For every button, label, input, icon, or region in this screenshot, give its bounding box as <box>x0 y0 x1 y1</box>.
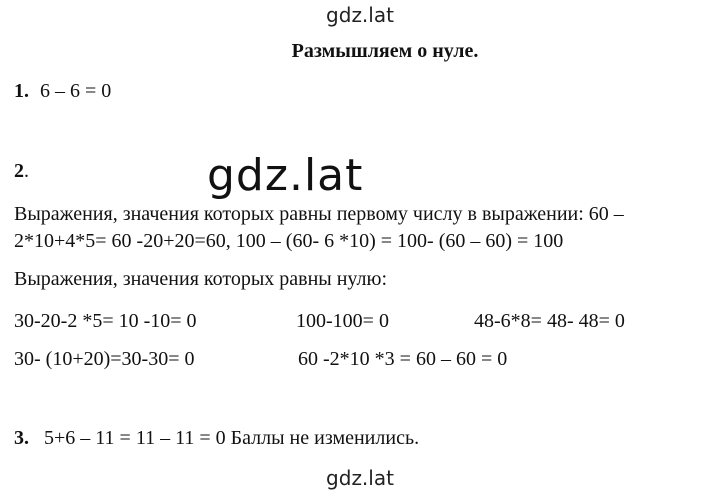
task-3-number: 3. <box>14 427 29 449</box>
task-3 <box>14 427 419 450</box>
task-2-line-2: 2*10+4*5= 60 -20+20=60, 100 – (60- 6 *10) = 100- (60 – 60) = 100 <box>14 230 564 252</box>
task-2-line-1: Выражения, значения которых равны первому числу в выражении: 60 – <box>14 203 624 225</box>
task-2-number: 2 <box>14 160 24 182</box>
watermark-bottom: gdz.lat <box>326 466 394 490</box>
expr-row-2-col-1: 30- (10+20)=30-30= 0 <box>14 348 195 370</box>
expr-row-1-col-2: 100-100= 0 <box>296 310 389 332</box>
expr-row-2-col-2: 60 -2*10 *3 = 60 – 60 = 0 <box>298 348 508 370</box>
watermark-center: gdz.lat <box>207 150 364 201</box>
expr-row-1-col-3: 48-6*8= 48- 48= 0 <box>474 310 625 332</box>
task-1-number: 1. <box>14 80 29 102</box>
task-2-dot: . <box>24 160 29 182</box>
zero-heading: Выражения, значения которых равны нулю: <box>14 268 388 290</box>
task-1-text: 6 – 6 = 0 <box>40 80 112 102</box>
watermark-top: gdz.lat <box>326 3 394 27</box>
expr-row-1-col-1: 30-20-2 *5= 10 -10= 0 <box>14 310 197 332</box>
task-3-text: 5+6 – 11 = 11 – 11 = 0 Баллы не изменились. <box>44 427 420 449</box>
page-title: Размышляем о нуле. <box>291 40 479 62</box>
task-1 <box>14 80 111 103</box>
task-2-label <box>14 160 29 183</box>
